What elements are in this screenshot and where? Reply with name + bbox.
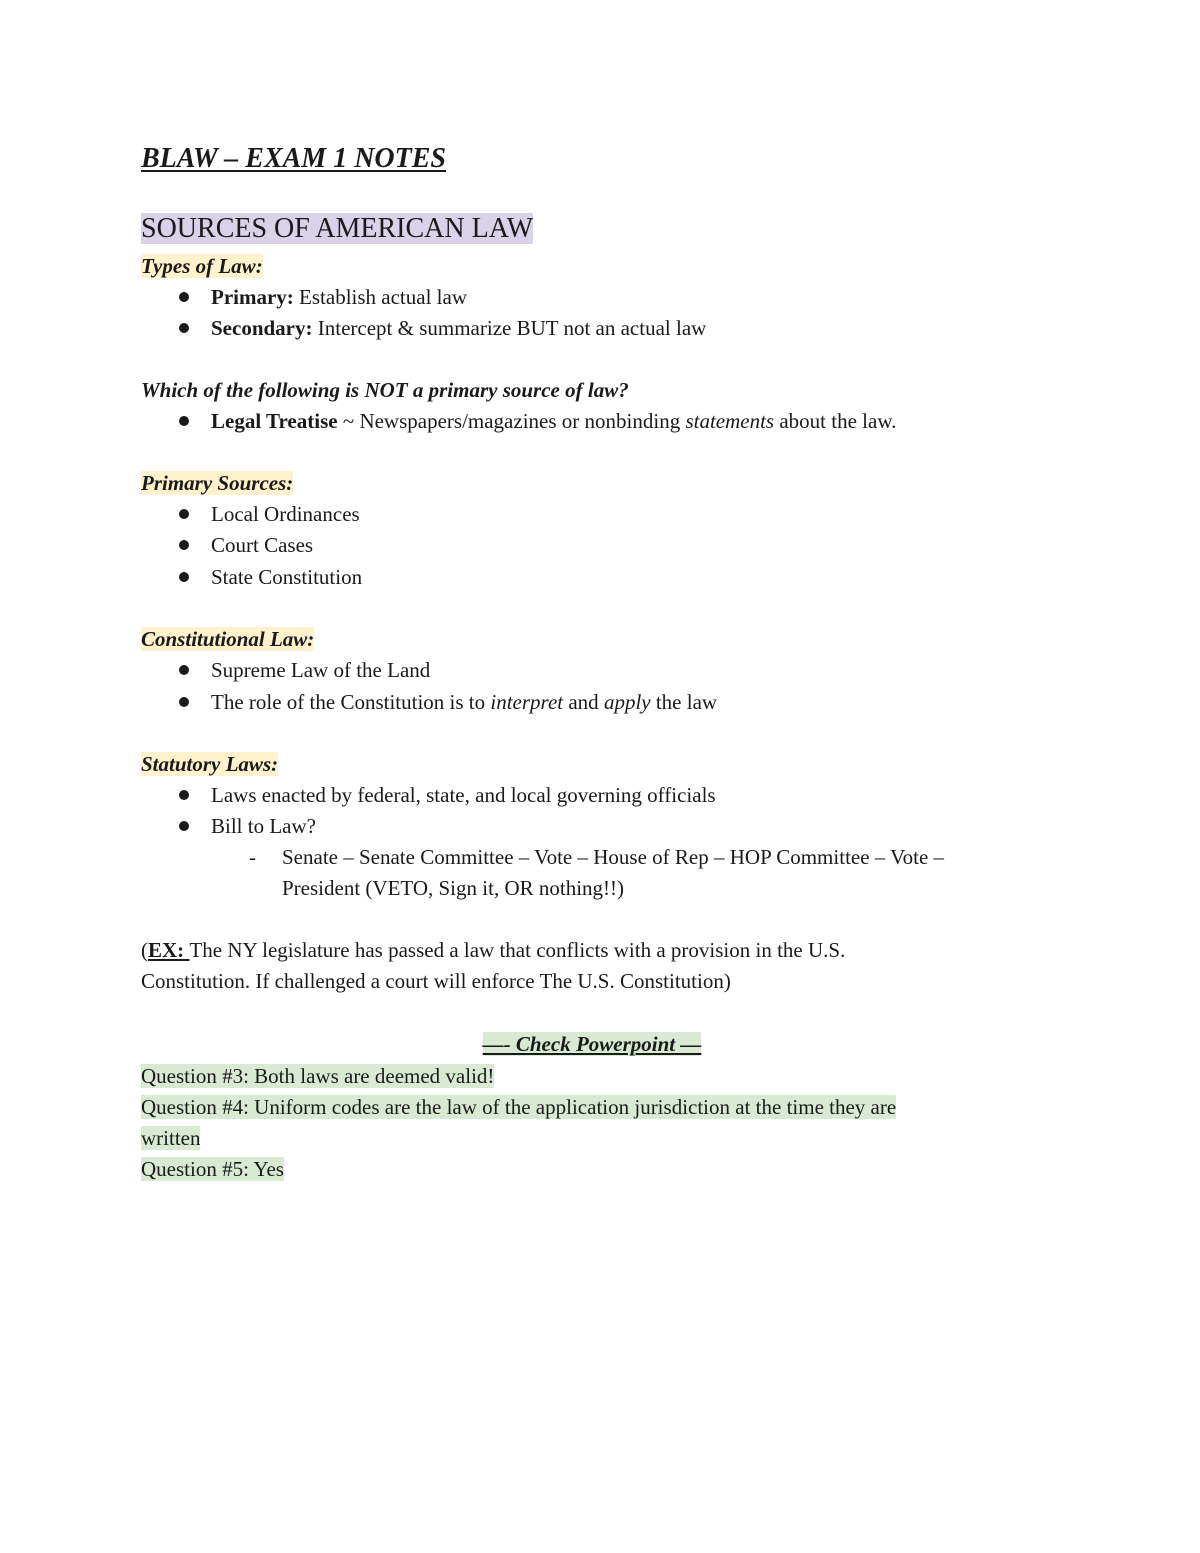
list-item: Bill to Law? — [211, 814, 316, 838]
sub-list-item-line-2: President (VETO, Sign it, OR nothing!!) — [282, 876, 625, 900]
question-3 — [141, 1062, 494, 1090]
check-powerpoint-heading-text: —- Check Powerpoint — — [482, 1032, 702, 1056]
constitutional-law-heading — [141, 625, 314, 653]
list-item-constitution-role — [211, 688, 717, 716]
list-item: Local Ordinances — [211, 502, 360, 526]
question-3-text: Question #3: Both laws are deemed valid! — [141, 1064, 495, 1088]
question-primary-heading: Which of the following is NOT a primary source of law? — [141, 378, 629, 402]
bullet-icon — [179, 509, 189, 519]
statutory-laws-heading — [141, 750, 278, 778]
term-legal-treatise: Legal Treatise — [211, 409, 338, 433]
question-4-text-2: written — [141, 1126, 201, 1150]
question-5 — [141, 1155, 284, 1183]
list-item: Court Cases — [211, 533, 314, 557]
list-item-secondary — [211, 314, 706, 342]
section-heading-text: SOURCES OF AMERICAN LAW — [141, 213, 534, 244]
statutory-laws-heading-text: Statutory Laws: — [141, 752, 279, 776]
term-primary: Primary: — [211, 285, 294, 309]
emphasis-interpret: interpret — [490, 690, 564, 714]
document-title: BLAW – EXAM 1 NOTES — [141, 143, 446, 174]
bullet-icon — [179, 323, 189, 333]
bullet-icon — [179, 697, 189, 707]
constitution-role-end: the law — [650, 690, 718, 714]
types-of-law-heading-text: Types of Law: — [141, 254, 263, 278]
constitutional-law-heading-text: Constitutional Law: — [141, 627, 315, 651]
term-secondary: Secondary: — [211, 316, 313, 340]
example-open-paren: ( — [141, 938, 148, 962]
section-heading — [141, 212, 533, 246]
constitution-role-and: and — [563, 690, 604, 714]
text-primary: Establish actual law — [293, 285, 467, 309]
bullet-icon — [179, 540, 189, 550]
primary-sources-heading-text: Primary Sources: — [141, 471, 294, 495]
question-4-line-2 — [141, 1124, 200, 1152]
list-item: Laws enacted by federal, state, and local governing officials — [211, 783, 716, 807]
emphasis-apply: apply — [603, 690, 651, 714]
question-4-line-1 — [141, 1093, 896, 1121]
question-4-text-1: Question #4: Uniform codes are the law of the application jurisdiction at the time they are — [141, 1095, 897, 1119]
example-label: EX: — [148, 938, 190, 962]
example-text-1: The NY legislature has passed a law that conflicts with a provision in the U.S. — [189, 938, 846, 962]
example-line-1 — [141, 936, 845, 964]
text-secondary: Intercept & summarize BUT not an actual law — [312, 316, 707, 340]
bullet-icon — [179, 821, 189, 831]
question-5-text: Question #5: Yes — [141, 1157, 284, 1181]
bullet-icon — [179, 572, 189, 582]
sub-list-item-line-1: Senate – Senate Committee – Vote – House of Rep – HOP Committee – Vote – — [282, 845, 945, 869]
list-item-primary — [211, 283, 467, 311]
legal-treatise-text-end: about the law. — [774, 409, 897, 433]
bullet-icon — [179, 665, 189, 675]
check-powerpoint-heading — [0, 1030, 1200, 1058]
list-item-legal-treatise — [211, 407, 896, 435]
legal-treatise-emphasis: statements — [685, 409, 775, 433]
list-item: Supreme Law of the Land — [211, 658, 431, 682]
sub-list-dash: - — [249, 845, 256, 869]
list-item: State Constitution — [211, 565, 363, 589]
bullet-icon — [179, 416, 189, 426]
constitution-role-text: The role of the Constitution is to — [211, 690, 491, 714]
primary-sources-heading — [141, 469, 293, 497]
example-line-2: Constitution. If challenged a court will enforce The U.S. Constitution) — [141, 969, 731, 993]
types-of-law-heading — [141, 252, 263, 280]
bullet-icon — [179, 292, 189, 302]
legal-treatise-text: ~ Newspapers/magazines or nonbinding — [337, 409, 686, 433]
bullet-icon — [179, 790, 189, 800]
